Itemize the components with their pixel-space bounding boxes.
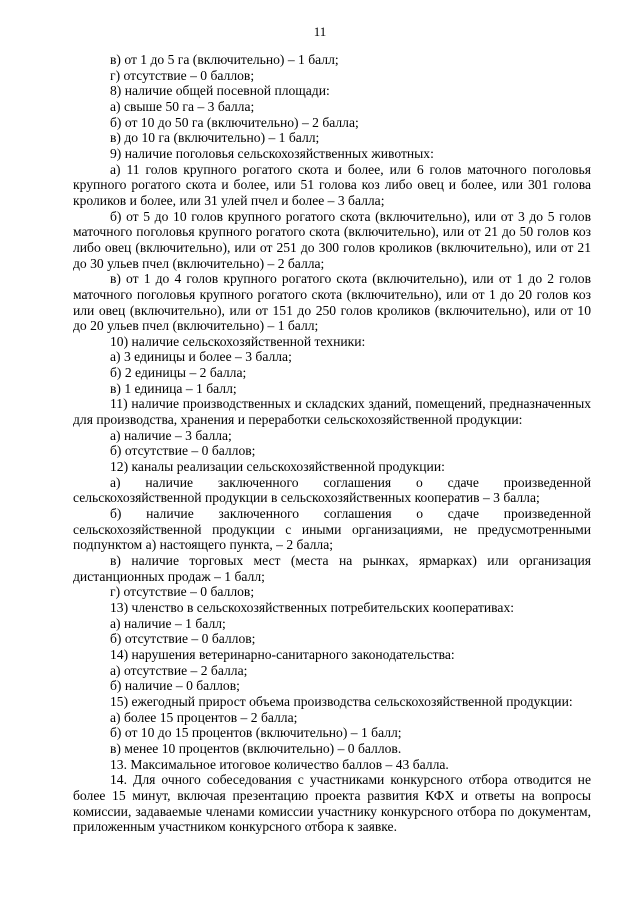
paragraph: 12) каналы реализации сельскохозяйственной продукции: [110,459,445,475]
paragraph: 14. Для очного собеседования с участниками конкурсного отбора отводится не более 15 минут, включая презентацию проекта развития КФХ и ответы на вопросы комиссии, задаваемые членами комиссии участнику конкурсного отбора по документам, приложенным участником конкурсного отбора к заявке. [73,772,591,835]
paragraph: г) отсутствие – 0 баллов; [110,67,255,83]
paragraph: б) наличие заключенного соглашения о сдаче произведенной сельскохозяйственной продукции с иными организациями, не предусмотренными подпунктом а) настоящего пункта, – 2 балла; [73,506,591,553]
paragraph: а) свыше 50 га – 3 балла; [110,98,255,114]
paragraph: б) 2 единицы – 2 балла; [110,365,247,381]
paragraph: а) более 15 процентов – 2 балла; [110,709,298,725]
page-number: 11 [313,24,327,39]
paragraph: 10) наличие сельскохозяйственной техники: [110,333,366,349]
paragraph: б) отсутствие – 0 баллов; [110,443,256,459]
paragraph: 13. Максимальное итоговое количество баллов – 43 балла. [110,756,449,772]
paragraph: а) наличие – 3 балла; [110,427,232,443]
paragraph: г) отсутствие – 0 баллов; [110,584,255,600]
paragraph: в) от 1 до 4 голов крупного рогатого скота (включительно), или от 1 до 2 голов маточного поголовья крупного рогатого скота (включительно), или от 1 до 20 голов коз или овец (включительно), или от 151 до 250 голов кроликов (включительно), или от 10 до 20 ульев пчел (включительно) – 1 балл; [73,271,591,334]
document-body [73,52,591,835]
paragraph: в) 1 единица – 1 балл; [110,380,237,396]
paragraph: в) наличие торговых мест (места на рынках, ярмарках) или организация дистанционных продаж – 1 балл; [73,553,591,584]
paragraph: б) от 10 до 50 га (включительно) – 2 балла; [110,114,359,130]
paragraph: 14) нарушения ветеринарно-санитарного законодательства: [110,646,455,662]
paragraph: а) наличие – 1 балл; [110,615,226,631]
paragraph: 9) наличие поголовья сельскохозяйственных животных: [110,145,434,161]
paragraph: а) 3 единицы и более – 3 балла; [110,349,292,365]
paragraph: 8) наличие общей посевной площади: [110,83,330,99]
paragraph: в) от 1 до 5 га (включительно) – 1 балл; [110,52,339,67]
paragraph: б) отсутствие – 0 баллов; [110,631,256,647]
paragraph: 15) ежегодный прирост объема производства сельскохозяйственной продукции: [110,693,573,709]
paragraph: 11) наличие производственных и складских зданий, помещений, предназначенных для производства, хранения и переработки сельскохозяйственной продукции: [73,396,591,428]
paragraph: 13) членство в сельскохозяйственных потребительских кооперативах: [110,599,515,615]
paragraph: б) наличие – 0 баллов; [110,678,240,694]
paragraph: а) отсутствие – 2 балла; [110,662,248,678]
paragraph: а) 11 голов крупного рогатого скота и более, или 6 голов маточного поголовья крупного рогатого скота и более, или 51 голова коз либо овец и более, или 301 голова кроликов и более, или 31 улей пчел и более – 3 балла; [73,161,591,208]
paragraph: б) от 10 до 15 процентов (включительно) – 1 балл; [110,725,402,741]
paragraph: в) менее 10 процентов (включительно) – 0 баллов. [110,740,402,756]
paragraph: в) до 10 га (включительно) – 1 балл; [110,130,320,146]
paragraph: б) от 5 до 10 голов крупного рогатого скота (включительно), или от 3 до 5 голов маточного поголовья крупного рогатого скота (включительно), или от 21 до 50 голов коз либо овец (включительно), или от 251 до 300 голов кроликов (включительно), или от 21 до 30 ульев пчел (включительно) – 2 балла; [73,208,591,271]
paragraph: а) наличие заключенного соглашения о сдаче произведенной сельскохозяйственной продукции в сельскохозяйственных кооператив – 3 балла; [73,474,591,506]
